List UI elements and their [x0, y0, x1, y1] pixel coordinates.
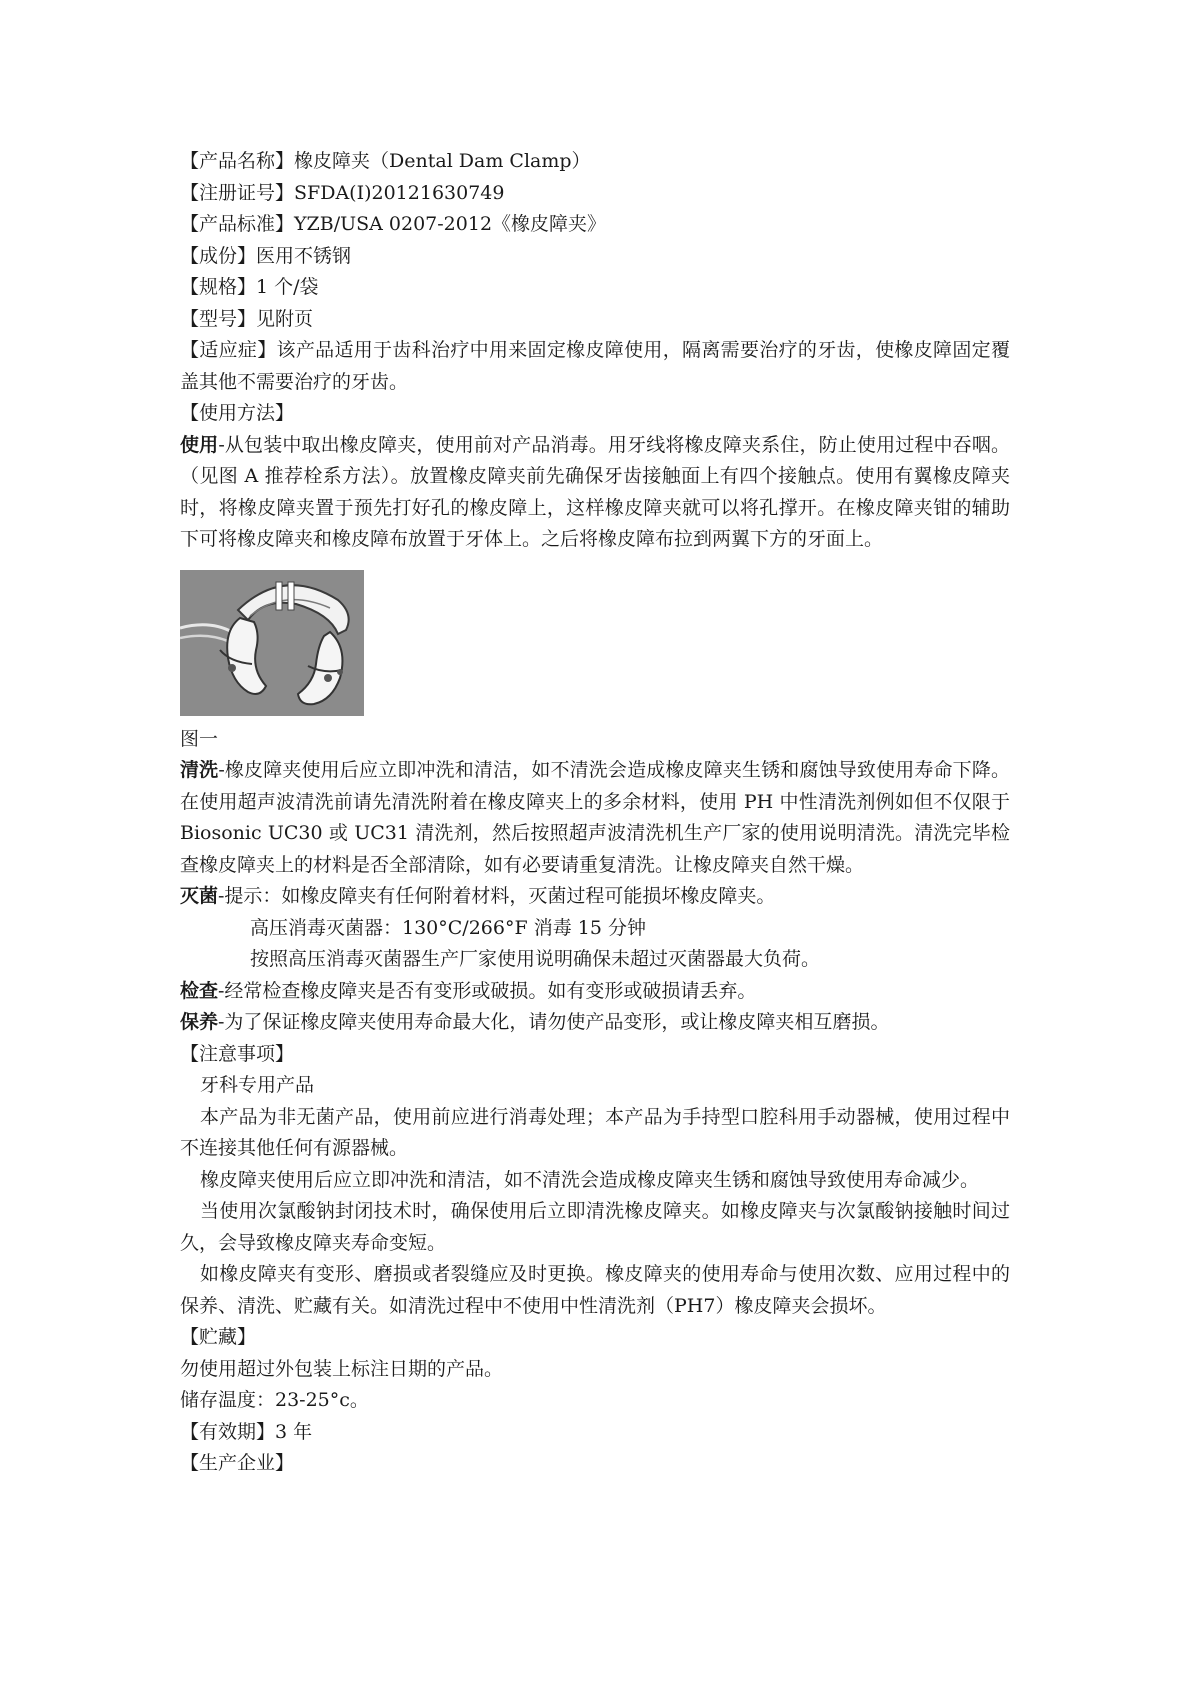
usage-term: 使用 [180, 433, 219, 456]
spec-label: 【规格】 [180, 276, 257, 298]
sterilization-line-2: 按照高压消毒灭菌器生产厂家使用说明确保未超过灭菌器最大负荷。 [250, 948, 821, 970]
composition-row [180, 241, 1010, 273]
maintenance-text: -为了保证橡皮障夹使用寿命最大化，请勿使产品变形，或让橡皮障夹相互磨损。 [218, 1011, 890, 1033]
precautions-header: 【注意事项】 [180, 1042, 295, 1065]
precaution-2: 本产品为非无菌产品，使用前应进行消毒处理；本产品为手持型口腔科用手动器械，使用过程中不连接其他任何有源器械。 [180, 1105, 1010, 1159]
precaution-5: 如橡皮障夹有变形、磨损或者裂缝应及时更换。橡皮障夹的使用寿命与使用次数、应用过程中的保养、清洗、贮藏有关。如清洗过程中不使用中性清洗剂（PH7）橡皮障夹会损坏。 [180, 1263, 1010, 1317]
registration-row [180, 178, 1010, 210]
sterilization-paragraph [180, 881, 1010, 913]
spec-row [180, 272, 1010, 304]
indication-paragraph [180, 335, 1010, 398]
model-value: 见附页 [256, 307, 314, 330]
standard-label: 【产品标准】 [180, 213, 295, 235]
cleaning-paragraph [180, 755, 1010, 881]
product-name-label: 【产品名称】 [180, 150, 295, 172]
composition-value: 医用不锈钢 [256, 244, 352, 267]
storage-header: 【贮藏】 [180, 1326, 257, 1348]
inspection-term: 检查 [180, 979, 219, 1002]
indication-value: 该产品适用于齿科治疗中用来固定橡皮障使用，隔离需要治疗的牙齿，使橡皮障固定覆盖其他不需要治疗的牙齿。 [180, 339, 1010, 393]
cleaning-term: 清洗 [180, 759, 219, 781]
standard-row [180, 209, 1010, 241]
spec-value: 1 个/袋 [256, 276, 319, 298]
precaution-3: 橡皮障夹使用后应立即冲洗和清洁，如不清洗会造成橡皮障夹生锈和腐蚀导致使用寿命减少。 [200, 1168, 980, 1191]
indication-label: 【适应症】 [180, 339, 277, 361]
validity-row [180, 1417, 1010, 1449]
product-name-row [180, 146, 1010, 178]
sterilization-line-1: 高压消毒灭菌器：130°C/266°F 消毒 15 分钟 [250, 916, 646, 939]
product-name-value: 橡皮障夹（Dental Dam Clamp） [294, 150, 591, 172]
storage-line-2: 储存温度：23-25°c。 [180, 1389, 369, 1411]
inspection-text: -经常检查橡皮障夹是否有变形或破损。如有变形或破损请丢弃。 [218, 979, 757, 1002]
maintenance-paragraph [180, 1007, 1010, 1039]
manufacturer-header: 【生产企业】 [180, 1452, 295, 1474]
sterilization-term: 灭菌 [180, 885, 219, 907]
dental-dam-clamp-illustration [180, 570, 364, 716]
precaution-1: 牙科专用产品 [200, 1074, 315, 1096]
storage-line-1: 勿使用超过外包装上标注日期的产品。 [180, 1357, 504, 1380]
instruction-document [180, 146, 1010, 1480]
inspection-paragraph [180, 976, 1010, 1008]
sterilization-text: -提示：如橡皮障夹有任何附着材料，灭菌过程可能损坏橡皮障夹。 [218, 885, 776, 907]
dental-dam-clamp-figure [180, 570, 364, 716]
composition-label: 【成份】 [180, 244, 257, 267]
validity-label: 【有效期】 [180, 1420, 276, 1443]
registration-label: 【注册证号】 [180, 181, 295, 204]
figure-caption: 图一 [180, 727, 219, 750]
maintenance-term: 保养 [180, 1011, 219, 1033]
usage-header: 【使用方法】 [180, 402, 295, 424]
validity-value: 3 年 [275, 1420, 313, 1443]
standard-value: YZB/USA 0207-2012《橡皮障夹》 [294, 213, 607, 235]
model-label: 【型号】 [180, 307, 257, 330]
model-row [180, 304, 1010, 336]
cleaning-text: -橡皮障夹使用后应立即冲洗和清洁，如不清洗会造成橡皮障夹生锈和腐蚀导致使用寿命下降。在使用超声波清洗前请先清洗附着在橡皮障夹上的多余材料，使用 PH 中性清洗剂例如但不仅限于 Biosonic UC30 或 UC31 清洗剂，然后按照超声波清洗机生产厂家的使用说明清洗。清洗完毕检查橡皮障夹上的材料是否全部清除，如有必要请重复清洗。让橡皮障夹自然干燥。 [180, 759, 1010, 876]
usage-paragraph [180, 430, 1010, 556]
registration-value: SFDA(I)20121630749 [294, 181, 505, 204]
usage-text: -从包装中取出橡皮障夹，使用前对产品消毒。用牙线将橡皮障夹系住，防止使用过程中吞咽。（见图 A 推荐栓系方法）。放置橡皮障夹前先确保牙齿接触面上有四个接触点。使用有翼橡皮障夹时，将橡皮障夹置于预先打好孔的橡皮障上，这样橡皮障夹就可以将孔撑开。在橡皮障夹钳的辅助下可将橡皮障夹和橡皮障布放置于牙体上。之后将橡皮障布拉到两翼下方的牙面上。 [180, 433, 1010, 550]
precaution-4: 当使用次氯酸钠封闭技术时，确保使用后立即清洗橡皮障夹。如橡皮障夹与次氯酸钠接触时间过久，会导致橡皮障夹寿命变短。 [180, 1200, 1010, 1254]
